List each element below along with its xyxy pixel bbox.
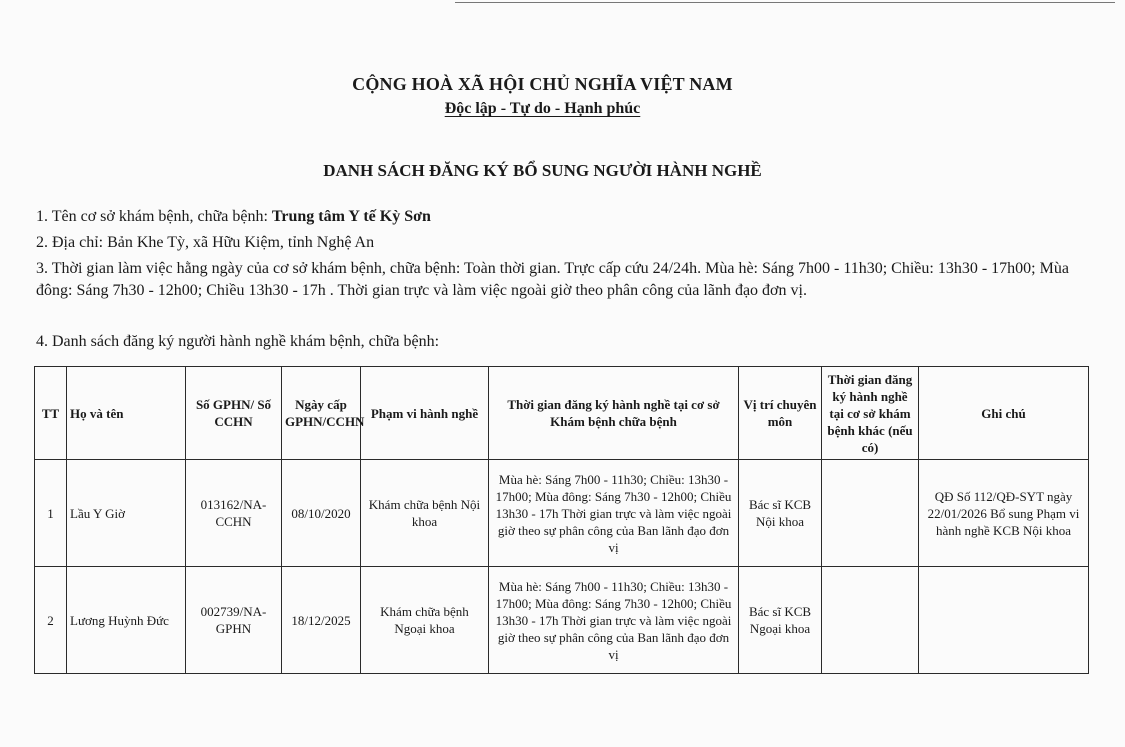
cell-position: Bác sĩ KCB Nội khoa <box>739 460 822 567</box>
cell-scope: Khám chữa bệnh Ngoại khoa <box>361 567 489 674</box>
col-header-scope: Phạm vi hành nghề <box>361 367 489 460</box>
col-header-tt: TT <box>35 367 67 460</box>
cell-date: 08/10/2020 <box>282 460 361 567</box>
practitioner-table <box>34 366 1089 674</box>
cell-position: Bác sĩ KCB Ngoại khoa <box>739 567 822 674</box>
col-header-date: Ngày cấp GPHN/CCHN <box>282 367 361 460</box>
col-header-license: Số GPHN/ Số CCHN <box>186 367 282 460</box>
cell-other <box>822 460 919 567</box>
table-header-row <box>35 367 1089 460</box>
motto-text: Độc lập - Tự do - Hạnh phúc <box>444 100 641 117</box>
cell-license: 013162/NA-CCHN <box>186 460 282 567</box>
cell-note: QĐ Số 112/QĐ-SYT ngày 22/01/2026 Bổ sung Phạm vi hành nghề KCB Nội khoa <box>919 460 1089 567</box>
cell-tt: 1 <box>35 460 67 567</box>
cell-note <box>919 567 1089 674</box>
col-header-name: Họ và tên <box>67 367 186 460</box>
cell-time: Mùa hè: Sáng 7h00 - 11h30; Chiều: 13h30 - 17h00; Mùa đông: Sáng 7h30 - 12h00; Chiều 13h30 - 17h Thời gian trực và làm việc ngoài giờ theo sự phân công của Ban lãnh đạo đơn vị <box>489 567 739 674</box>
cell-tt: 2 <box>35 567 67 674</box>
country-title: CỘNG HOÀ XÃ HỘI CHỦ NGHĨA VIỆT NAM <box>352 74 733 94</box>
cell-scope: Khám chữa bệnh Nội khoa <box>361 460 489 567</box>
col-header-time: Thời gian đăng ký hành nghề tại cơ sở Khám bệnh chữa bệnh <box>489 367 739 460</box>
cell-date: 18/12/2025 <box>282 567 361 674</box>
col-header-position: Vị trí chuyên môn <box>739 367 822 460</box>
motto <box>0 100 1085 118</box>
table-row <box>35 567 1089 674</box>
working-time-line: 3. Thời gian làm việc hằng ngày của cơ sở khám bệnh, chữa bệnh: Toàn thời gian. Trực cấp cứu 24/24h. Mùa hè: Sáng 7h00 - 11h30; Chiều: 13h30 - 17h00; Mùa đông: Sáng 7h30 - 12h00; Chiều 13h30 - 17h . Thời gian trực và làm việc ngoài giờ theo phân công của lãnh đạo đơn vị. <box>36 260 1069 299</box>
col-header-other: Thời gian đăng ký hành nghề tại cơ sở khám bệnh khác (nếu có) <box>822 367 919 460</box>
facility-line <box>36 206 1086 228</box>
cell-name: Lầu Y Giờ <box>67 460 186 567</box>
list-label: 4. Danh sách đăng ký người hành nghề khám bệnh, chữa bệnh: <box>36 333 440 350</box>
address-line: 2. Địa chỉ: Bản Khe Tỳ, xã Hữu Kiệm, tỉnh Nghệ An <box>36 234 375 251</box>
col-header-note: Ghi chú <box>919 367 1089 460</box>
facility-label: 1. Tên cơ sở khám bệnh, chữa bệnh: <box>36 208 272 225</box>
top-rule <box>455 2 1115 3</box>
facility-name: Trung tâm Y tế Kỳ Sơn <box>271 208 431 225</box>
cell-time: Mùa hè: Sáng 7h00 - 11h30; Chiều: 13h30 - 17h00; Mùa đông: Sáng 7h30 - 12h00; Chiều 13h30 - 17h Thời gian trực và làm việc ngoài giờ theo sự phân công của Ban lãnh đạo đơn vị <box>489 460 739 567</box>
table-row <box>35 460 1089 567</box>
document-title: DANH SÁCH ĐĂNG KÝ BỔ SUNG NGƯỜI HÀNH NGHỀ <box>323 161 762 180</box>
cell-other <box>822 567 919 674</box>
cell-name: Lương Huỳnh Đức <box>67 567 186 674</box>
cell-license: 002739/NA-GPHN <box>186 567 282 674</box>
